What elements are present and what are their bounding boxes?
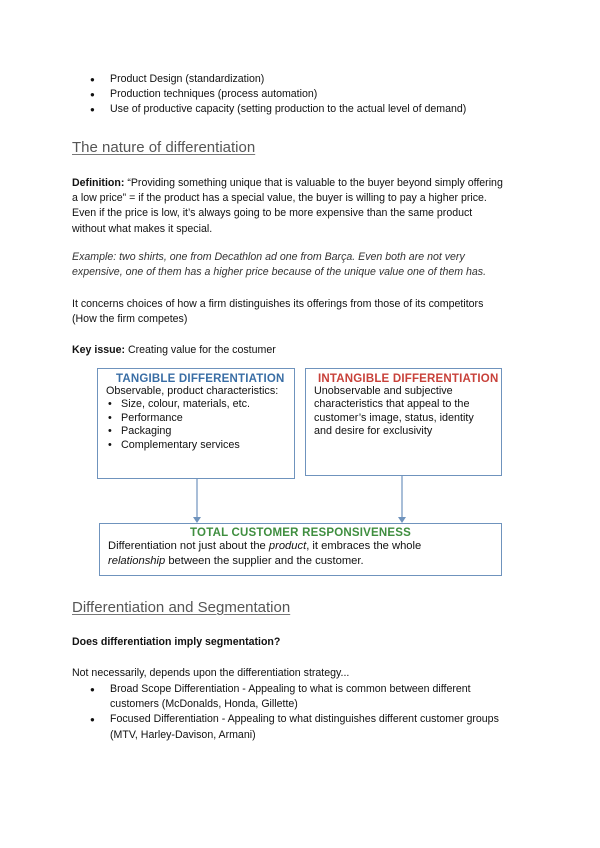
definition-label: Definition: xyxy=(72,177,125,189)
tangible-list xyxy=(106,398,294,452)
total-title: TOTAL CUSTOMER RESPONSIVENESS xyxy=(190,527,411,539)
intangible-body xyxy=(314,385,501,439)
total-body xyxy=(108,539,501,569)
intangible-line: Unobservable and subjective xyxy=(314,385,453,397)
total-line2-em: relationship xyxy=(108,555,166,567)
tangible-body xyxy=(106,385,294,452)
list-item: • Performance xyxy=(106,412,294,425)
bullet-line: ● Focused Differentiation - Appealing to what distinguishes different customer groups xyxy=(110,713,499,726)
bullet-line: (MTV, Harley-Davison, Armani) xyxy=(110,728,256,741)
total-line1-em: product xyxy=(268,540,307,552)
segmentation-question xyxy=(72,635,280,650)
section-heading-segmentation: Differentiation and Segmentation xyxy=(72,599,291,616)
definition-line: Even if the price is low, it’s always going to be more expensive than the same product xyxy=(72,207,473,220)
tangible-box xyxy=(97,368,295,479)
question-text: Does differentiation imply segmentation? xyxy=(72,636,281,648)
list-item: ● Production techniques (process automation) xyxy=(90,87,466,102)
choices-line: (How the firm competes) xyxy=(72,313,188,326)
list-item: • Packaging xyxy=(106,425,294,438)
list-item: ● Use of productive capacity (setting production to the actual level of demand) xyxy=(90,102,466,117)
intangible-box xyxy=(305,368,502,476)
total-box xyxy=(99,523,502,576)
definition-line: “Providing something unique that is valuable to the buyer beyond simply offering xyxy=(124,177,503,189)
definition-line: a low price” = if the product has a special value, the buyer is willing to pay a higher price. xyxy=(72,192,487,205)
intangible-title: INTANGIBLE DIFFERENTIATION xyxy=(318,373,499,385)
intangible-line: customer’s image, status, identity xyxy=(314,411,474,424)
total-line1-b: , it embraces the whole xyxy=(306,540,422,552)
example-line: expensive, one of them has a higher price because of the unique value one of them has. xyxy=(72,266,487,279)
cost-driver-bullets xyxy=(90,72,466,118)
key-issue-text: Creating value for the costumer xyxy=(125,344,276,356)
key-issue-label: Key issue: xyxy=(72,344,125,356)
list-item xyxy=(90,712,499,742)
definition-paragraph xyxy=(72,176,503,237)
intangible-line: characteristics that appeal to the xyxy=(314,398,470,411)
example-line: Example: two shirts, one from Decathlon ad one from Barça. Even both are not very xyxy=(72,251,465,263)
choices-paragraph xyxy=(72,297,483,327)
bullet-line: ● Broad Scope Differentiation - Appealing to what is common between different xyxy=(110,683,471,695)
total-line1-a: Differentiation not just about the xyxy=(108,540,269,552)
bullet-line: customers (McDonalds, Honda, Gillette) xyxy=(110,698,298,711)
segmentation-bullets xyxy=(90,682,499,743)
segmentation-answer: Not necessarily, depends upon the differentiation strategy... xyxy=(72,667,350,679)
definition-line: without what makes it special. xyxy=(72,222,213,235)
key-issue-paragraph xyxy=(72,343,276,358)
list-item xyxy=(90,682,499,712)
example-paragraph xyxy=(72,250,486,280)
differentiation-diagram xyxy=(97,368,502,576)
tangible-title: TANGIBLE DIFFERENTIATION xyxy=(116,373,285,385)
intangible-line: and desire for exclusivity xyxy=(314,425,433,438)
list-item: • Complementary services xyxy=(106,439,294,452)
tangible-intro: Observable, product characteristics: xyxy=(106,385,279,397)
total-line2-b: between the supplier and the customer. xyxy=(165,555,364,567)
list-item: ● Product Design (standardization) xyxy=(90,72,466,87)
section-heading-nature: The nature of differentiation xyxy=(72,139,256,156)
list-item: • Size, colour, materials, etc. xyxy=(106,398,294,411)
choices-line: It concerns choices of how a firm distinguishes its offerings from those of its competitors xyxy=(72,298,484,310)
